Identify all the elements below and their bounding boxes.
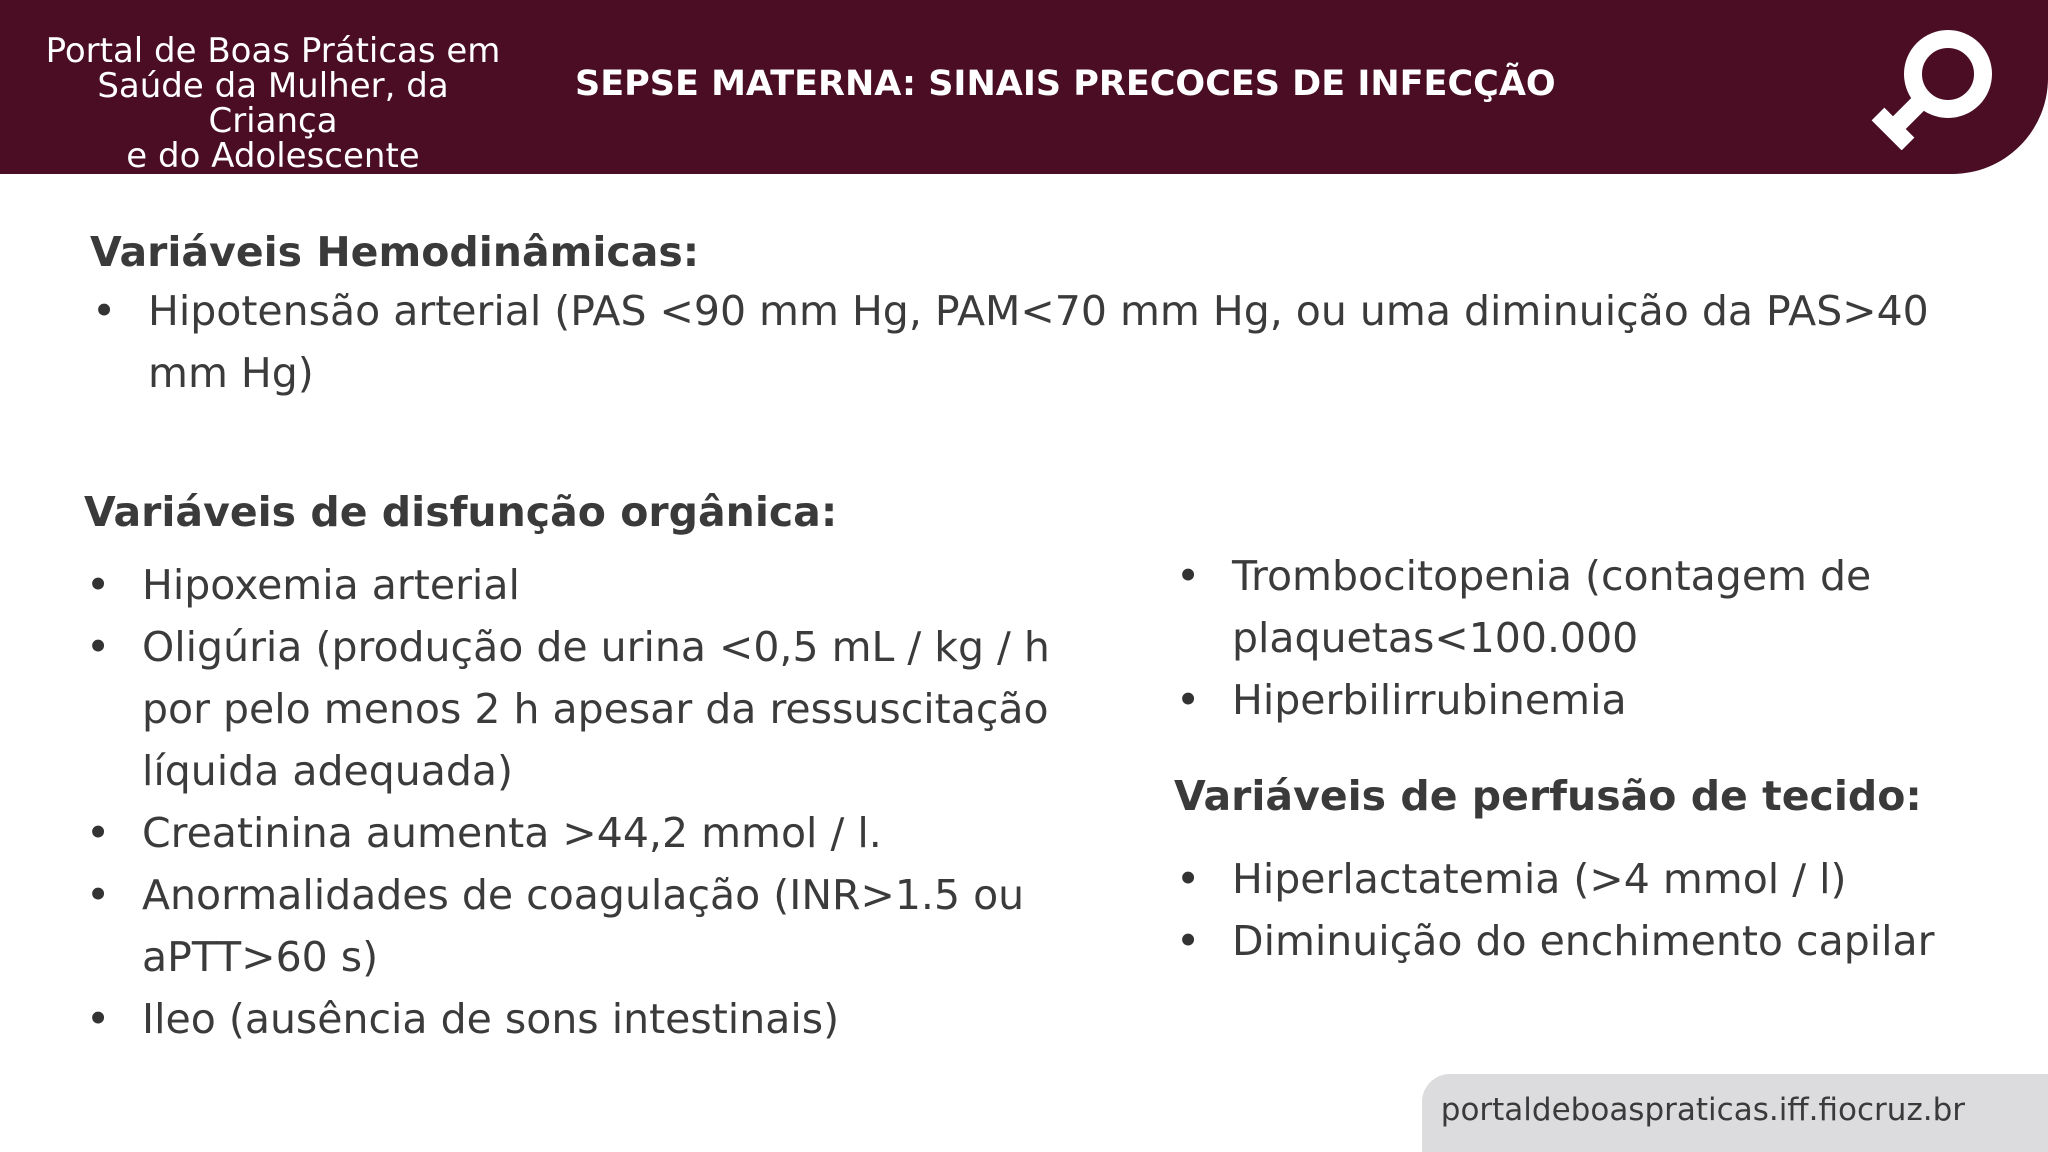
footer-bar xyxy=(1422,1074,2048,1152)
list-item: • Creatinina aumenta >44,2 mmol / l. xyxy=(84,802,1094,864)
hemodynamic-list xyxy=(90,280,1950,404)
organ-dysfunction-heading: Variáveis de disfunção orgânica: xyxy=(84,488,838,536)
female-symbol-icon xyxy=(1870,22,2000,150)
hemodynamic-section xyxy=(90,224,1950,404)
list-item: • Ileo (ausência de sons intestinais) xyxy=(84,988,1094,1050)
organ-dysfunction-continued-list xyxy=(1174,545,2014,731)
organ-dysfunction-list xyxy=(84,554,1094,1050)
list-item: • Trombocitopenia (contagem de plaquetas<100.000 xyxy=(1174,545,1892,669)
list-item: • Anormalidades de coagulação (INR>1.5 ou aPTT>60 s) xyxy=(84,864,1094,988)
organ-dysfunction-continued-section xyxy=(1174,545,2014,731)
footer-url[interactable]: portaldeboaspraticas.iff.fiocruz.br xyxy=(1440,1092,1965,1128)
list-item: • Hiperbilirrubinemia xyxy=(1174,669,2014,731)
organ-dysfunction-section xyxy=(84,484,1094,1050)
list-item: • Hipotensão arterial (PAS <90 mm Hg, PAM<70 mm Hg, ou uma diminuição da PAS>40 mm Hg) xyxy=(90,280,1950,404)
list-item: • Hiperlactatemia (>4 mmol / l) xyxy=(1174,848,2034,910)
tissue-perfusion-heading: Variáveis de perfusão de tecido: xyxy=(1174,772,1922,820)
list-item: • Diminuição do enchimento capilar xyxy=(1174,910,2034,972)
tissue-perfusion-list xyxy=(1174,848,2034,972)
header-banner xyxy=(0,0,2048,174)
slide-title: SEPSE MATERNA: SINAIS PRECOCES DE INFECÇÃO xyxy=(575,64,1556,104)
portal-name: Portal de Boas Práticas em Saúde da Mulher, da Criança e do Adolescente xyxy=(45,31,501,176)
hemodynamic-heading: Variáveis Hemodinâmicas: xyxy=(90,228,700,276)
list-item: • Hipoxemia arterial xyxy=(84,554,1094,616)
list-item: • Oligúria (produção de urina <0,5 mL / kg / h por pelo menos 2 h apesar da ressuscitação líquida adequada) xyxy=(84,616,1094,802)
tissue-perfusion-section xyxy=(1174,768,2034,972)
